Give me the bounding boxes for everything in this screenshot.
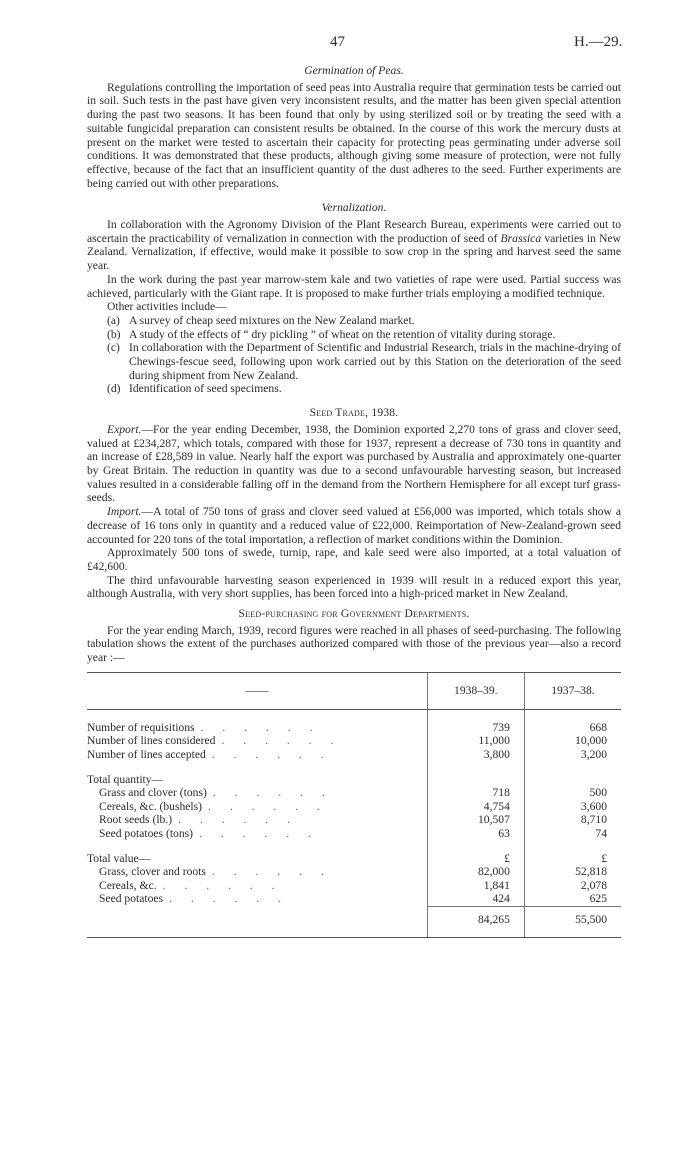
total-1938-39: 84,265	[427, 906, 524, 932]
paragraph-vernalization-1	[87, 218, 621, 273]
paragraph-other-activities: Other activities include—	[107, 300, 227, 314]
row-label	[87, 879, 427, 893]
list-item-text: Identification of seed specimens.	[129, 382, 282, 396]
list-item-text: In collaboration with the Department of Scientific and Industrial Research, trials in the machine-drying of Chewings-fescue seed, following upon work carried out by this Station on the deterioration of the seed during shipment from New Zealand.	[129, 341, 621, 382]
cell-1937-38: 74	[524, 827, 621, 841]
table-total-row	[87, 906, 621, 932]
section-title-vernalization: Vernalization.	[321, 201, 387, 215]
row-label	[87, 892, 427, 906]
list-item-text: A survey of cheap seed mixtures on the New Zealand market.	[129, 313, 415, 327]
table-row	[87, 865, 621, 879]
cell-1938-39: 424	[427, 892, 524, 906]
activities-list	[87, 314, 621, 396]
paragraph-text: —A total of 750 tons of grass and clover seed valued at £56,000 was imported, which totals show a decrease of 16 tons only in quantity and a reduced value of £22,000. Reimportation of New-Zealand-grown seed accounted for 220 tons of the total importation, a reflection of market conditions within the Dominion.	[87, 505, 621, 546]
row-label-text: Seed potatoes (tons)	[99, 826, 194, 840]
total-1937-38: 55,500	[524, 906, 621, 932]
table-row	[87, 892, 621, 906]
paragraph-text: In collaboration with the Agronomy Division of the Plant Research Bureau, experiments were carried out to ascertain the practicability of vernalization in connection with the production of seed of	[87, 218, 621, 245]
list-item	[87, 382, 621, 396]
purchases-table	[87, 672, 621, 938]
row-label-text: Cereals, &c. (bushels)	[99, 799, 203, 813]
table-row	[87, 786, 621, 800]
section-title-germination: Germination of Peas.	[304, 64, 404, 77]
table-header-1938-39: 1938–39.	[427, 672, 524, 709]
paragraph-harvest-outlook: The third unfavourable harvesting season experienced in 1939 will result in a reduced export this year, although Australia, with very short supplies, has been forced into a high-priced market in New Zealand.	[87, 573, 621, 601]
leader-dots: . . . . . .	[211, 865, 332, 879]
list-item-text: A study of the effects of “ dry pickling ” of wheat on the retention of vitality during storage.	[129, 327, 556, 341]
table-spacer	[87, 762, 621, 773]
paragraph-export	[87, 423, 621, 505]
section-title-seed-trade: Seed Trade, 1938.	[309, 406, 399, 420]
cell-1938-39: 82,000	[427, 865, 524, 879]
table-group-heading	[87, 773, 621, 787]
cell-1937-38: 2,078	[524, 879, 621, 893]
row-label	[87, 813, 427, 827]
row-label	[87, 734, 427, 748]
list-item	[87, 314, 621, 328]
cell-1938-39: 11,000	[427, 734, 524, 748]
currency-symbol: £	[427, 852, 524, 866]
currency-symbol: £	[524, 852, 621, 866]
row-label-text: Number of lines considered	[87, 734, 216, 748]
leader-dots: . . . . . .	[169, 892, 289, 906]
cell-1937-38: 3,200	[524, 748, 621, 762]
table-header-row	[87, 672, 621, 709]
row-label	[87, 748, 427, 762]
group-heading-quantity: Total quantity—	[87, 772, 164, 786]
leader-dots: . . . . . .	[199, 826, 319, 840]
row-label-text: Cereals, &c.	[99, 878, 157, 892]
table-row	[87, 734, 621, 748]
leader-dots: . . . . . .	[211, 748, 332, 762]
paragraph-purchasing: For the year ending March, 1939, record figures were reached in all phases of seed-purchasing. The following tabulation shows the extent of the purchases authorized compared with those of the previous year—also a record year :—	[87, 623, 621, 665]
leader-dots: . . . . . .	[221, 734, 342, 748]
document-reference: H.—29.	[574, 34, 623, 50]
row-label	[87, 721, 427, 735]
page-number: 47	[330, 34, 345, 50]
cell-1938-39: 4,754	[427, 800, 524, 814]
table-header-blank: ——	[87, 672, 427, 709]
table-bottom-rule	[87, 933, 621, 938]
section-title-purchasing: Seed-purchasing for Government Departments.	[238, 607, 470, 621]
leader-dots: . . . . . .	[162, 878, 283, 892]
list-item	[87, 328, 621, 342]
cell-1938-39: 63	[427, 827, 524, 841]
table-row	[87, 827, 621, 841]
leader-dots: . . . . . .	[200, 720, 321, 734]
list-item-label: (c)	[107, 341, 120, 355]
italic-term: Brassica	[500, 231, 542, 245]
cell-1937-38: 668	[524, 721, 621, 735]
paragraph-swede-imports: Approximately 500 tons of swede, turnip, rape, and kale seed were also imported, at a total valuation of £42,600.	[87, 546, 621, 573]
row-label	[87, 800, 427, 814]
leader-dots: . . . . . .	[208, 799, 328, 813]
list-item	[87, 341, 621, 382]
cell-1937-38: 625	[524, 892, 621, 906]
list-item-label: (b)	[107, 327, 121, 341]
cell-1938-39: 10,507	[427, 813, 524, 827]
row-label-text: Grass, clover and roots	[99, 865, 206, 879]
row-label-text: Grass and clover (tons)	[99, 786, 207, 800]
paragraph-import	[87, 505, 621, 546]
cell-1938-39: 1,841	[427, 879, 524, 893]
cell-1937-38: 3,600	[524, 800, 621, 814]
paragraph-germination: Regulations controlling the importation of seed peas into Australia require that germination tests be carried out in soil. Such tests in the past have given very inconsistent results, and the matter has been given special attention during the past two seasons. It has been found that only by using sterilized soil or by treating the seed with a suitable fungicidal preparation can consistent results be obtained. In the course of this work the mercury dusts at present on the market were tested to ascertain their capacity for protecting peas germinating under adverse soil conditions. It was demonstrated that these products, although giving some measure of protection, were not fully effective, because of the fact that an insufficient quantity of the dust adheres to the seed. Further experiments are being carried out with other preparations.	[87, 80, 621, 190]
paragraph-text: varieties in New Zealand. Vernalization, if effective, would make it possible to sow crop in the spring and harvest seed the same year.	[87, 231, 622, 273]
row-label-text: Seed potatoes	[99, 892, 164, 906]
cell-1937-38: 52,818	[524, 865, 621, 879]
cell-1937-38: 500	[524, 786, 621, 800]
cell-1938-39: 3,800	[427, 748, 524, 762]
page-body	[87, 64, 621, 938]
paragraph-text: —For the year ending December, 1938, the Dominion exported 2,270 tons of grass and clover seed, valued at £234,287, which totals, compared with those for 1937, represent a decrease of 730 tons in quantity and an increase of £28,589 in value. Nearly half the export was purchased by Australia and approximately one-quarter by Great Britain. The reduction in quantity was due to a second unfavourable harvesting season, but increased values resulted in a considerable falling off in the demand from the Northern Hemisphere for all except turf grass-seeds.	[87, 422, 621, 505]
row-label	[87, 865, 427, 879]
cell-1937-38: 10,000	[524, 734, 621, 748]
row-label	[87, 786, 427, 800]
table-row	[87, 813, 621, 827]
row-label-text: Number of requisitions	[87, 720, 195, 734]
table-row	[87, 879, 621, 893]
table-row	[87, 800, 621, 814]
run-in-heading: Export.	[107, 422, 142, 436]
leader-dots: . . . . . .	[178, 813, 298, 827]
page-header	[0, 34, 700, 54]
table-spacer	[87, 841, 621, 852]
row-label-text: Root seeds (lb.)	[99, 813, 173, 827]
table-row	[87, 748, 621, 762]
table-header-1937-38: 1937–38.	[524, 672, 621, 709]
list-item-label: (d)	[107, 382, 121, 396]
group-heading-value: Total value—	[87, 851, 151, 865]
row-label-text: Number of lines accepted	[87, 748, 206, 762]
table-group-heading	[87, 852, 621, 866]
table-spacer	[87, 709, 621, 721]
leader-dots: . . . . . .	[212, 786, 333, 800]
run-in-heading: Import.	[107, 505, 142, 519]
table-row	[87, 721, 621, 735]
cell-1937-38: 8,710	[524, 813, 621, 827]
list-item-label: (a)	[107, 313, 120, 327]
paragraph-vernalization-2: In the work during the past year marrow-stem kale and two vatieties of rape were used. Partial success was achieved, particularly with the Giant rape. It is proposed to make further trials employing a modified technique.	[87, 272, 621, 300]
cell-1938-39: 718	[427, 786, 524, 800]
cell-1938-39: 739	[427, 721, 524, 735]
row-label	[87, 827, 427, 841]
